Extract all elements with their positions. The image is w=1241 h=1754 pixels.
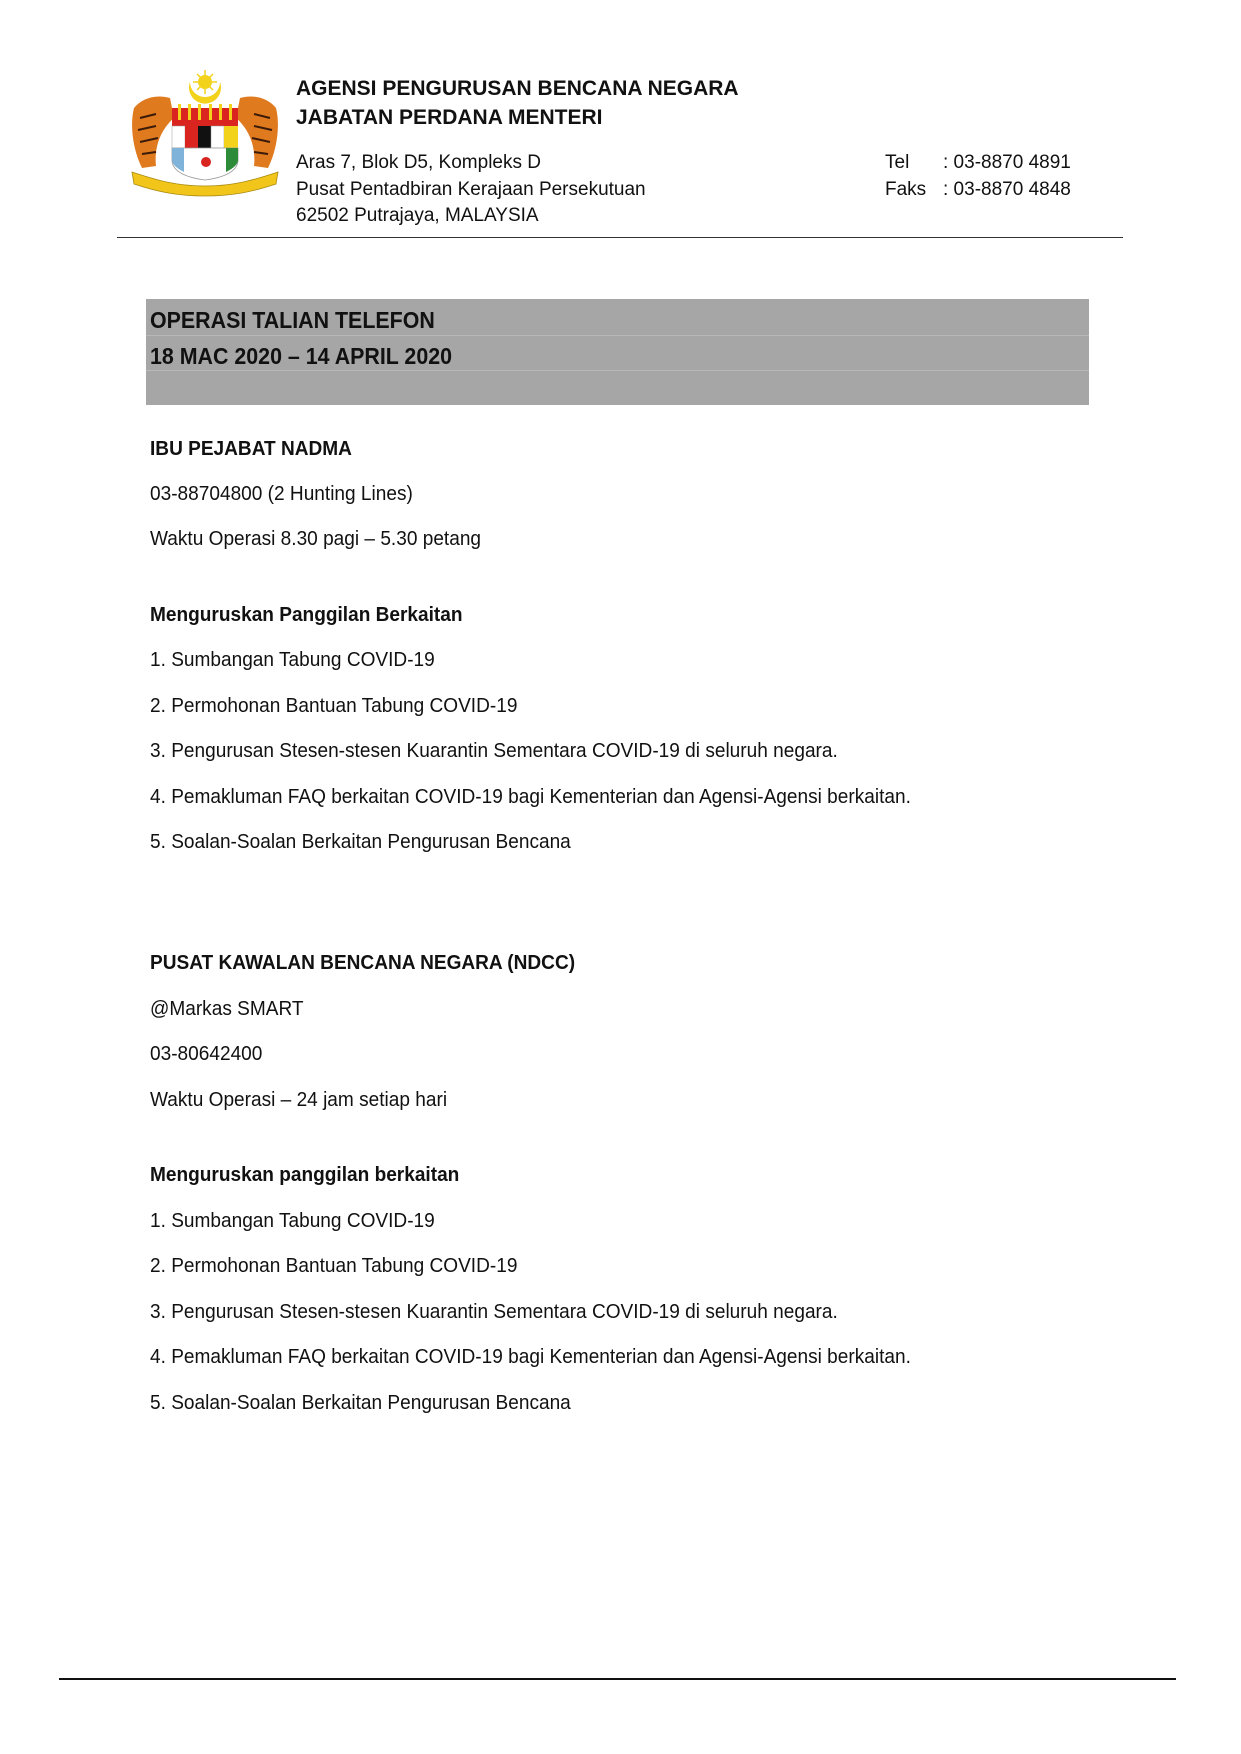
malaysia-coat-of-arms-logo (126, 68, 284, 200)
list-item: 5. Soalan-Soalan Berkaitan Pengurusan Bencana (150, 1391, 571, 1414)
banner-text (150, 302, 452, 374)
agency-contacts (885, 150, 1071, 203)
ndcc-location: @Markas SMART (150, 997, 304, 1020)
list-item: 5. Soalan-Soalan Berkaitan Pengurusan Bencana (150, 830, 571, 853)
nadma-hours: Waktu Operasi 8.30 pagi – 5.30 petang (150, 527, 482, 550)
contact-fax (885, 177, 1071, 204)
agency-name: AGENSI PENGURUSAN BENCANA NEGARA (296, 77, 739, 100)
list-item: 3. Pengurusan Stesen-stesen Kuarantin Sementara COVID-19 di seluruh negara. (150, 1300, 838, 1323)
department-name: JABATAN PERDANA MENTERI (296, 106, 603, 129)
list-item: 1. Sumbangan Tabung COVID-19 (150, 648, 435, 671)
list-item: 4. Pemakluman FAQ berkaitan COVID-19 bagi Kementerian dan Agensi-Agensi berkaitan. (150, 1345, 911, 1368)
ndcc-phone: 03-80642400 (150, 1042, 263, 1065)
coat-of-arms-icon (126, 68, 284, 200)
address-line: Pusat Pentadbiran Kerajaan Persekutuan (296, 178, 646, 200)
list-item: 2. Permohonan Bantuan Tabung COVID-19 (150, 694, 518, 717)
list-item: 2. Permohonan Bantuan Tabung COVID-19 (150, 1254, 518, 1277)
contact-telephone (885, 150, 1071, 177)
footer-divider (59, 1678, 1176, 1680)
nadma-phone: 03-88704800 (2 Hunting Lines) (150, 482, 413, 505)
address-line: 62502 Putrajaya, MALAYSIA (296, 205, 539, 226)
contact-label: Faks (885, 178, 927, 200)
list-item: 1. Sumbangan Tabung COVID-19 (150, 1209, 435, 1232)
address-line: Aras 7, Blok D5, Kompleks D (296, 152, 541, 173)
contact-value: : 03-8870 4848 (943, 178, 1071, 200)
contact-value: : 03-8870 4891 (943, 152, 1071, 173)
banner-date-range: 18 MAC 2020 – 14 APRIL 2020 (150, 343, 453, 369)
agency-address (296, 150, 646, 230)
letterhead-divider (117, 237, 1123, 238)
list-item: 4. Pemakluman FAQ berkaitan COVID-19 bagi Kementerian dan Agensi-Agensi berkaitan. (150, 785, 911, 808)
contact-label: Tel (885, 152, 910, 173)
ndcc-list-heading: Menguruskan panggilan berkaitan (150, 1163, 460, 1186)
nadma-list-heading: Menguruskan Panggilan Berkaitan (150, 603, 463, 626)
section-heading-ndcc: PUSAT KAWALAN BENCANA NEGARA (NDCC) (150, 951, 576, 974)
list-item: 3. Pengurusan Stesen-stesen Kuarantin Sementara COVID-19 di seluruh negara. (150, 739, 838, 762)
banner-title: OPERASI TALIAN TELEFON (150, 307, 435, 333)
section-heading-nadma: IBU PEJABAT NADMA (150, 437, 352, 460)
agency-heading (296, 74, 739, 132)
ndcc-hours: Waktu Operasi – 24 jam setiap hari (150, 1088, 448, 1111)
